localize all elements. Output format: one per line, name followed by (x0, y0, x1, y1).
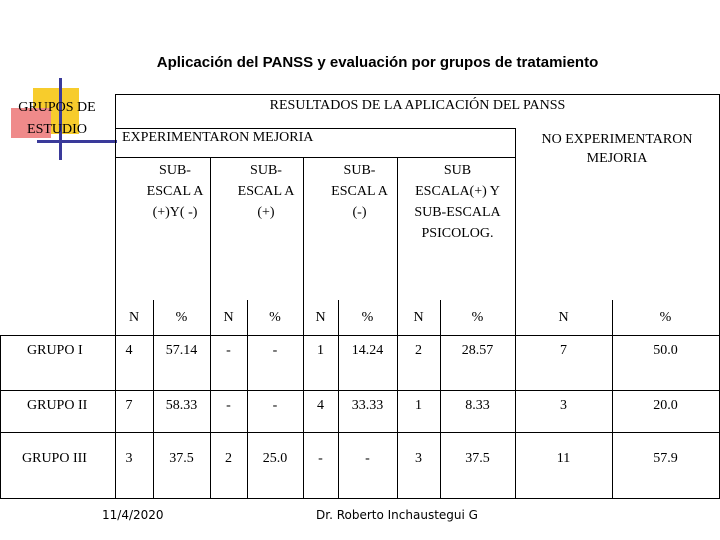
table-cell: - (272, 343, 278, 358)
table-cell: 28.57 (461, 343, 494, 358)
table-cell: - (226, 398, 231, 413)
table-cell: 14.24 (351, 343, 384, 358)
col-header-pct: % (175, 310, 188, 325)
table-cell: 4 (125, 343, 133, 358)
subscale-header-2: SUB-ESCAL A (+) (237, 163, 295, 220)
col-header-n: N (315, 310, 326, 325)
table-cell: 20.0 (653, 398, 678, 413)
col-header-n: N (558, 310, 569, 325)
col-header-n: N (223, 310, 234, 325)
slide-title: Aplicación del PANSS y evaluación por grupos de tratamiento (156, 54, 599, 71)
col-header-pct: % (471, 310, 484, 325)
table-cell: 3 (415, 451, 422, 466)
row-group-label: GRUPO II (27, 398, 88, 413)
subscale-header-4: SUB ESCALA(+) Y SUB-ESCALA PSICOLOG. (414, 163, 501, 241)
col-header-pct: % (361, 310, 374, 325)
row-group-label: GRUPO I (27, 343, 83, 358)
experimentaron-header: EXPERIMENTARON MEJORIA (122, 130, 314, 145)
table-cell: 3 (560, 398, 567, 413)
table-cell: 57.14 (165, 343, 198, 358)
table-cell: 1 (317, 343, 324, 358)
col-header-pct: % (269, 310, 281, 325)
no-experimentaron-header: NO EXPERIMENTARON MEJORIA (541, 132, 693, 166)
table-cell: 1 (415, 398, 422, 413)
table-cell: 4 (317, 398, 324, 413)
table-cell: - (226, 343, 231, 358)
table-cell: 7 (560, 343, 567, 358)
table-main-header: RESULTADOS DE LA APLICACIÓN DEL PANSS (269, 98, 566, 113)
table-cell: - (272, 398, 278, 413)
col-header-pct: % (659, 310, 672, 325)
table-cell: 2 (225, 451, 232, 466)
table-cell: 50.0 (653, 343, 678, 358)
table-cell: 3 (125, 451, 133, 466)
table-corner-label: GRUPOS DE ESTUDIO (18, 100, 96, 137)
table-cell: 37.5 (465, 451, 490, 466)
row-group-label: GRUPO III (22, 451, 87, 466)
footer-author: Dr. Roberto Inchaustegui G (316, 508, 478, 522)
table-cell: 8.33 (465, 398, 490, 413)
table-cell: 58.33 (165, 398, 198, 413)
table-cell: - (318, 451, 323, 466)
footer-date: 11/4/2020 (102, 508, 164, 522)
table-cell: 7 (125, 398, 133, 413)
col-header-n: N (413, 310, 424, 325)
col-header-n: N (128, 310, 140, 325)
table-cell: 2 (415, 343, 422, 358)
table-cell: 33.33 (351, 398, 384, 413)
table-cell: 25.0 (262, 451, 288, 466)
table-cell: 57.9 (653, 451, 678, 466)
subscale-header-3: SUB-ESCAL A (-) (331, 163, 388, 220)
table-cell: 37.5 (169, 451, 194, 466)
subscale-header-1: SUB-ESCAL A (+)Y( -) (146, 163, 204, 220)
table-cell: - (365, 451, 370, 466)
table-cell: 11 (556, 451, 571, 466)
